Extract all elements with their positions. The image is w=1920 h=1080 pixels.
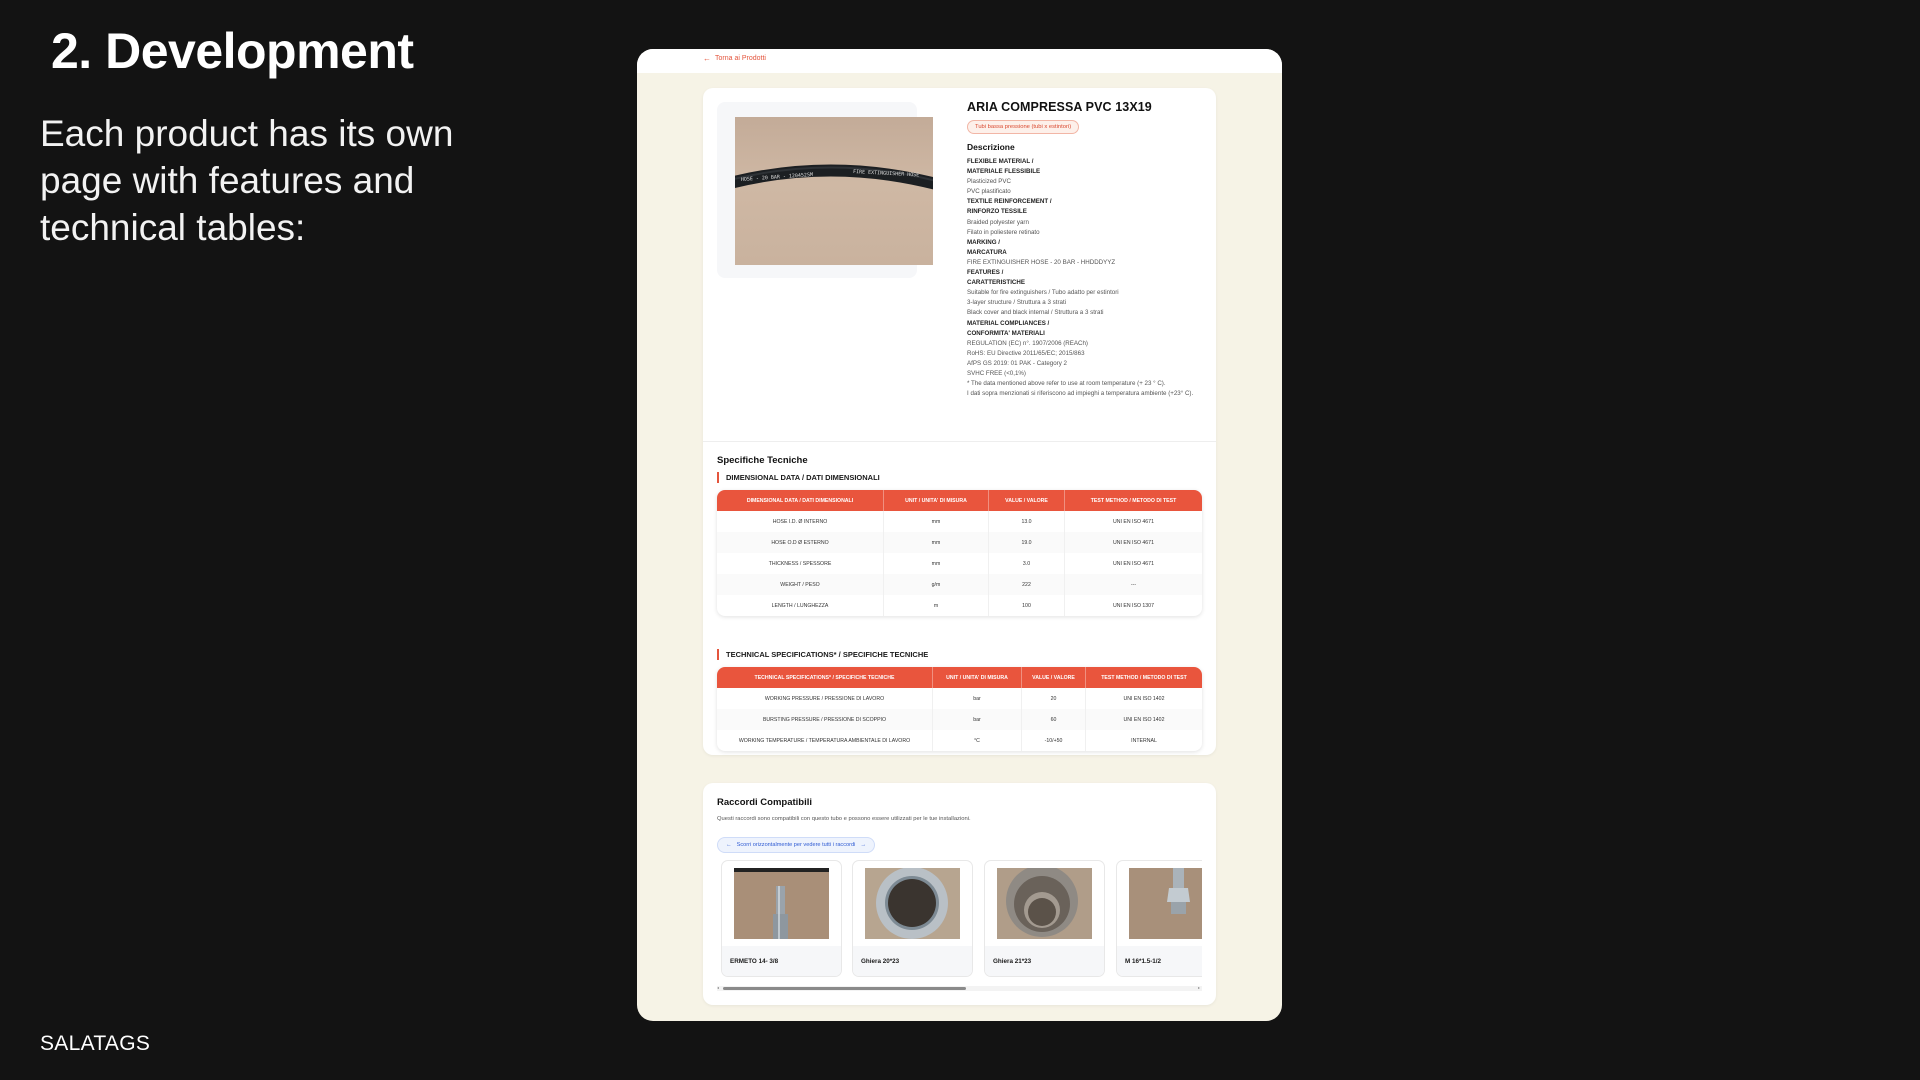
description-line: I dati sopra menzionati si riferiscono ad impieghi a temperatura ambiente (+23° C). (967, 390, 1194, 398)
column-header: UNIT / UNITA' DI MISURA (933, 667, 1022, 688)
table-row (717, 595, 1202, 616)
description-line: * The data mentioned above refer to use at room temperature (+ 23 ° C). (967, 380, 1166, 388)
table-row (717, 688, 1202, 709)
description-line: REGULATION (EC) n°. 1907/2006 (REACh) (967, 339, 1088, 347)
table-cell: -10/+50 (1022, 730, 1086, 751)
table-cell: UNI EN ISO 4671 (1113, 518, 1154, 525)
description-line: Filato in poliestere retinato (967, 228, 1040, 236)
description-line: Braided polyester yarn (967, 218, 1029, 226)
table-cell: UNI EN ISO 4671 (1065, 532, 1202, 553)
description-heading: MARKING / (967, 238, 1000, 246)
table-cell: bar (933, 688, 1022, 709)
table-cell: BURSTING PRESSURE / PRESSIONE DI SCOPPIO (717, 709, 933, 730)
column-header: UNIT / UNITA' DI MISURA (884, 490, 989, 511)
table-cell: HOSE O.D Ø ESTERNO (717, 532, 884, 553)
description-line: PVC plastificato (967, 188, 1011, 196)
table-cell: mm (884, 553, 989, 574)
fittings-subtitle: Questi raccordi sono compatibili con questo tubo e possono essere utilizzati per le tue installazioni. (717, 816, 971, 822)
table-cell: m (884, 595, 989, 616)
table-cell: WORKING PRESSURE / PRESSIONE DI LAVORO (717, 688, 933, 709)
description-line: SVHC FREE (<0,1%) (967, 369, 1026, 377)
table-cell: g/m (884, 574, 989, 595)
svg-text:FIRE EXTINGUISHER HOSE: FIRE EXTINGUISHER HOSE (852, 169, 920, 179)
specs-title: Specifiche Tecniche (717, 455, 808, 466)
table-cell: 60 (1022, 709, 1086, 730)
description-heading: TEXTILE REINFORCEMENT / (967, 198, 1052, 206)
description-body (967, 157, 1207, 399)
table-cell: LENGTH / LUNGHEZZA (717, 595, 884, 616)
column-header: VALUE / VALORE (1022, 667, 1086, 688)
description-line: FIRE EXTINGUISHER HOSE - 20 BAR - HHDDDYYZ (967, 258, 1116, 266)
scroll-right-icon[interactable]: ▸ (1197, 985, 1200, 990)
fitting-label: M 16*1.5-1/2 (1125, 958, 1162, 965)
description-heading: FLEXIBLE MATERIAL / (967, 158, 1034, 165)
column-header: TECHNICAL SPECIFICATIONS* / SPECIFICHE TECNICHE (717, 667, 933, 688)
fitting-label: Ghiera 21*23 (993, 958, 1032, 965)
horizontal-scrollbar[interactable] (717, 986, 1202, 991)
description-heading: MATERIAL COMPLIANCES / (967, 319, 1050, 327)
column-header: TEST METHOD / METODO DI TEST (1086, 667, 1202, 688)
description-heading: RINFORZO TESSILE (967, 208, 1027, 216)
description-line: RoHS: EU Directive 2011/65/EC; 2015/863 (967, 349, 1085, 357)
brand-footer: SALATAGS (40, 1032, 151, 1055)
page-header (637, 49, 1282, 73)
description-heading: FEATURES / (967, 269, 1004, 277)
back-to-products-link[interactable] (703, 54, 766, 63)
description-heading: CARATTERISTICHE (967, 279, 1025, 287)
product-info (967, 100, 1207, 399)
description-line: Plasticized PVC (967, 178, 1012, 186)
scroll-left-icon[interactable]: ◂ (717, 985, 720, 990)
product-image-hose[interactable] (735, 117, 933, 265)
fitting-image-straight (734, 868, 829, 939)
slide-title: 2. Development (51, 23, 414, 79)
fitting-card[interactable] (984, 860, 1105, 977)
table-cell: UNI EN ISO 1402 (1086, 709, 1202, 730)
table-cell: mm (884, 511, 989, 532)
table-cell: UNI EN ISO 4671 (1113, 560, 1154, 567)
table-cell: mm (884, 532, 989, 553)
description-title: Descrizione (967, 142, 1015, 152)
technical-specs-heading: TECHNICAL SPECIFICATIONS* / SPECIFICHE TECNICHE (717, 649, 928, 660)
fittings-carousel[interactable] (721, 860, 1202, 978)
column-header: TEST METHOD / METODO DI TEST (1065, 490, 1202, 511)
scroll-hint-label: Scorri orizzontalmente per vedere tutti i raccordi (736, 842, 856, 848)
table-cell: UNI EN ISO 1402 (1123, 695, 1165, 702)
fitting-image-ferrule-inner (997, 868, 1092, 939)
table-cell: 20 (1022, 688, 1086, 709)
fitting-label: Ghiera 20*23 (861, 958, 900, 965)
table-cell: WEIGHT / PESO (717, 574, 884, 595)
table-cell: °C (933, 730, 1022, 751)
arrow-left-icon: ← (726, 842, 732, 848)
description-heading: MARCATURA (967, 248, 1007, 256)
table-row (717, 730, 1202, 751)
table-cell: UNI EN ISO 1307 (1113, 602, 1154, 609)
product-title: ARIA COMPRESSA PVC 13X19 (967, 100, 1152, 114)
compatible-fittings-card (703, 783, 1216, 1005)
product-card (703, 88, 1216, 755)
table-cell: 3.0 (989, 553, 1065, 574)
column-header: DIMENSIONAL DATA / DATI DIMENSIONALI (717, 490, 884, 511)
dimensional-data-heading: DIMENSIONAL DATA / DATI DIMENSIONALI (717, 472, 880, 483)
fitting-card[interactable] (1116, 860, 1202, 977)
fitting-image-ferrule (865, 868, 960, 939)
description-heading: MATERIALE FLESSIBILE (967, 168, 1041, 176)
fitting-card[interactable] (721, 860, 842, 977)
scrollbar-thumb[interactable] (723, 987, 966, 990)
table-row (717, 709, 1202, 730)
table-cell: 100 (989, 595, 1065, 616)
fittings-title: Raccordi Compatibili (717, 797, 813, 808)
table-row (717, 511, 1202, 532)
table-cell: WORKING TEMPERATURE / TEMPERATURA AMBIENTALE DI LAVORO (717, 730, 933, 751)
category-badge[interactable]: Tubi bassa pressione (tubi x estintori) (967, 120, 1079, 134)
table-cell: 13.0 (989, 511, 1065, 532)
product-image-container (717, 102, 920, 278)
arrow-right-icon: → (860, 842, 866, 848)
table-row (717, 574, 1202, 595)
table-cell: bar (933, 709, 1022, 730)
description-line: Suitable for fire extinguishers / Tubo adatto per estintori (967, 289, 1119, 297)
arrow-left-icon: ← (703, 54, 711, 63)
section-divider (703, 441, 1216, 442)
table-row (717, 553, 1202, 574)
table-cell: THICKNESS / SPESSORE (717, 553, 884, 574)
description-heading: CONFORMITA' MATERIALI (967, 329, 1045, 337)
dimensional-data-table (717, 490, 1202, 616)
table-cell: 222 (989, 574, 1065, 595)
fitting-image-threaded (1129, 868, 1202, 939)
table-cell: 19.0 (989, 532, 1065, 553)
table-cell: HOSE I.D. Ø INTERNO (717, 511, 884, 532)
description-line: Black cover and black internal / Struttura a 3 strati (967, 309, 1104, 317)
fitting-label: ERMETO 14- 3/8 (730, 958, 779, 965)
table-cell: INTERNAL (1131, 737, 1157, 744)
description-line: AfPS GS 2019: 01 PAK - Category 2 (967, 359, 1067, 367)
description-line: 3-layer structure / Struttura a 3 strati (967, 299, 1067, 307)
technical-specs-table (717, 667, 1202, 751)
svg-text:HOSE - 20 BAR - 120452SM: HOSE - 20 BAR - 120452SM (740, 171, 814, 183)
fitting-card[interactable] (852, 860, 973, 977)
table-cell: --- (1065, 574, 1202, 595)
scroll-hint-pill (717, 837, 875, 853)
column-header: VALUE / VALORE (989, 490, 1065, 511)
table-row (717, 532, 1202, 553)
back-link-label: Torna ai Prodotti (715, 55, 766, 62)
product-page-screenshot (637, 49, 1282, 1021)
slide-body-text: Each product has its own page with features and technical tables: (40, 113, 454, 248)
